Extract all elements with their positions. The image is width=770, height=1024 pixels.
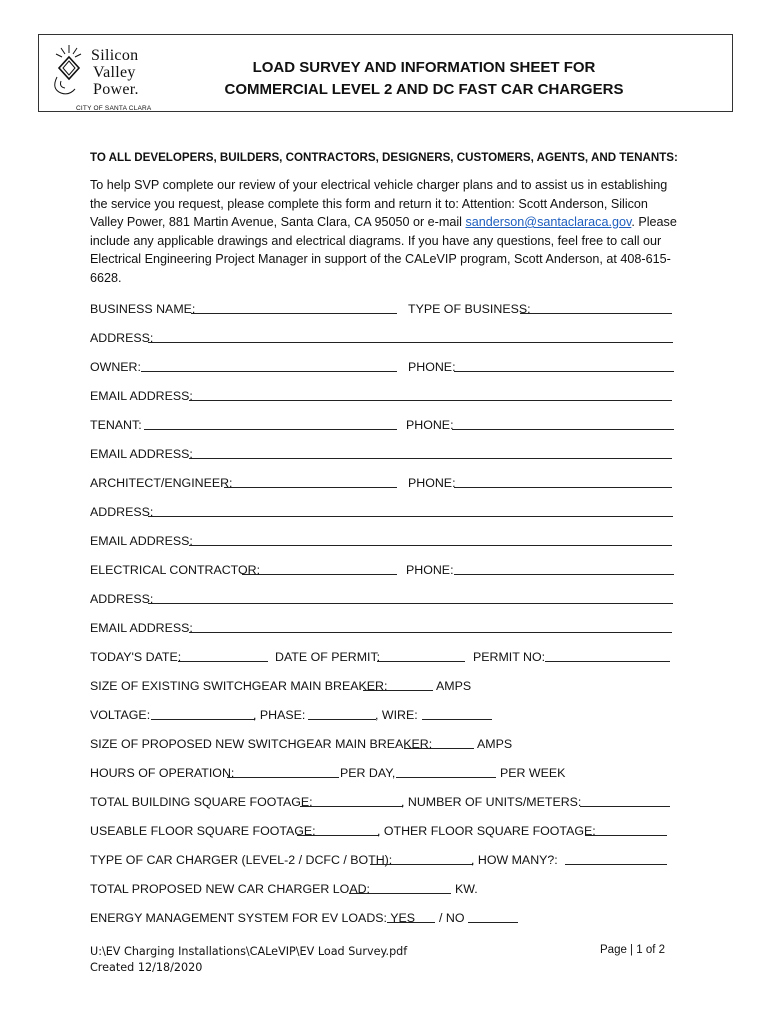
- contractor-address-field[interactable]: [148, 603, 673, 604]
- contractor-phone-field[interactable]: [454, 574, 674, 575]
- intro-text-2: . Please include any applicable drawings and electrical diagrams. If you have any questions, feel free to call our Electrical Engineering Project Manager in support of the CALeVIP program, Scott Anderson, at 408-615-6628.: [90, 215, 677, 285]
- wire-label: , WIRE:: [375, 708, 418, 722]
- ems-no-field[interactable]: [468, 922, 518, 923]
- voltage-label: VOLTAGE:: [90, 708, 151, 722]
- row-tenant: [90, 416, 690, 434]
- row-electrical-contractor: [90, 561, 690, 579]
- row-address-1: [90, 329, 690, 347]
- total-sq-ft-field[interactable]: [300, 806, 403, 807]
- svp-emblem-icon: [49, 41, 83, 99]
- intro-text-1: To help SVP complete our review of your electrical vehicle charger plans and to assist us in establishing the service you request, please complete this form and return it to: Attention: Scott Anderson, Silicon Valley Power, 881 Martin Avenue, Santa Clara, CA 95050 or e-mail: [90, 178, 668, 229]
- owner-field[interactable]: [141, 371, 397, 372]
- charger-type-label: TYPE OF CAR CHARGER (LEVEL-2 / DCFC / BOTH):: [90, 853, 393, 867]
- charger-type-field[interactable]: [370, 864, 473, 865]
- address-label: ADDRESS:: [90, 331, 154, 345]
- row-owner-email: [90, 387, 690, 405]
- row-contractor-address: [90, 590, 690, 608]
- architect-phone-label: PHONE:: [408, 476, 456, 490]
- units-meters-field[interactable]: [580, 806, 670, 807]
- architect-address-field[interactable]: [148, 516, 673, 517]
- row-proposed-breaker: [90, 735, 690, 753]
- existing-breaker-label: SIZE OF EXISTING SWITCHGEAR MAIN BREAKER:: [90, 679, 388, 693]
- header-box: [38, 34, 733, 112]
- voltage-field[interactable]: [151, 719, 255, 720]
- architect-engineer-label: ARCHITECT/ENGINEER:: [90, 476, 233, 490]
- electrical-contractor-label: ELECTRICAL CONTRACTOR:: [90, 563, 261, 577]
- useable-sq-ft-label: USEABLE FLOOR SQUARE FOOTAGE:: [90, 824, 316, 838]
- row-square-footage: [90, 793, 690, 811]
- logo-wordmark: [91, 47, 139, 98]
- architect-address-label: ADDRESS:: [90, 505, 154, 519]
- hours-of-operation-label: HOURS OF OPERATION:: [90, 766, 235, 780]
- existing-breaker-field[interactable]: [363, 690, 433, 691]
- total-load-label: TOTAL PROPOSED NEW CAR CHARGER LOAD:: [90, 882, 370, 896]
- owner-email-label: EMAIL ADDRESS:: [90, 389, 193, 403]
- ems-label: ENERGY MANAGEMENT SYSTEM FOR EV LOADS: YES: [90, 911, 415, 925]
- row-hours: [90, 764, 690, 782]
- architect-phone-field[interactable]: [454, 487, 672, 488]
- tenant-field[interactable]: [144, 429, 397, 430]
- existing-breaker-amps: AMPS: [436, 679, 472, 693]
- architect-engineer-field[interactable]: [224, 487, 397, 488]
- footer-created-date: Created 12/18/2020: [90, 961, 203, 974]
- todays-date-label: TODAY'S DATE:: [90, 650, 182, 664]
- how-many-label: , HOW MANY?:: [471, 853, 558, 867]
- owner-phone-label: PHONE:: [408, 360, 456, 374]
- salutation: TO ALL DEVELOPERS, BUILDERS, CONTRACTORS, DESIGNERS, CUSTOMERS, AGENTS, AND TENANTS:: [90, 151, 678, 164]
- units-meters-label: , NUMBER OF UNITS/METERS:: [401, 795, 582, 809]
- email-link[interactable]: sanderson@santaclaraca.gov: [465, 215, 632, 229]
- date-of-permit-field[interactable]: [377, 661, 465, 662]
- per-day-label: PER DAY,: [340, 766, 396, 780]
- tenant-phone-label: PHONE:: [406, 418, 454, 432]
- page-title-line-2: COMMERCIAL LEVEL 2 AND DC FAST CAR CHARGERS: [224, 81, 624, 98]
- architect-email-field[interactable]: [189, 545, 672, 546]
- how-many-field[interactable]: [565, 864, 667, 865]
- row-voltage: [90, 706, 690, 724]
- contractor-email-label: EMAIL ADDRESS:: [90, 621, 193, 635]
- footer-file-path: U:\EV Charging Installations\CALeVIP\EV Load Survey.pdf: [90, 945, 408, 958]
- architect-email-label: EMAIL ADDRESS:: [90, 534, 193, 548]
- page-title-line-1: LOAD SURVEY AND INFORMATION SHEET FOR: [252, 59, 596, 76]
- row-useable-footage: [90, 822, 690, 840]
- useable-sq-ft-field[interactable]: [297, 835, 379, 836]
- total-sq-ft-label: TOTAL BUILDING SQUARE FOOTAGE:: [90, 795, 313, 809]
- hours-per-week-field[interactable]: [396, 777, 496, 778]
- row-architect-address: [90, 503, 690, 521]
- wire-field[interactable]: [422, 719, 492, 720]
- business-name-field[interactable]: [191, 313, 397, 314]
- footer-page-number: Page | 1 of 2: [600, 944, 666, 956]
- hours-per-day-field[interactable]: [227, 777, 339, 778]
- row-charger-type: [90, 851, 690, 869]
- electrical-contractor-field[interactable]: [242, 574, 397, 575]
- svp-logo: [49, 41, 169, 112]
- kw-label: KW.: [455, 882, 478, 896]
- ems-yes-field[interactable]: [387, 922, 435, 923]
- row-tenant-email: [90, 445, 690, 463]
- proposed-breaker-amps: AMPS: [477, 737, 513, 751]
- business-name-label: BUSINESS NAME:: [90, 302, 196, 316]
- date-of-permit-label: DATE OF PERMIT:: [275, 650, 381, 664]
- owner-email-field[interactable]: [189, 400, 672, 401]
- type-of-business-label: TYPE OF BUSINESS:: [408, 302, 531, 316]
- per-week-label: PER WEEK: [500, 766, 566, 780]
- todays-date-field[interactable]: [178, 661, 268, 662]
- row-architect: [90, 474, 690, 492]
- logo-city: CITY OF SANTA CLARA: [76, 105, 152, 112]
- tenant-phone-field[interactable]: [452, 429, 674, 430]
- phase-label: , PHASE:: [253, 708, 306, 722]
- owner-phone-field[interactable]: [454, 371, 674, 372]
- proposed-breaker-label: SIZE OF PROPOSED NEW SWITCHGEAR MAIN BREAKER:: [90, 737, 433, 751]
- row-ems: [90, 909, 690, 927]
- business-address-field[interactable]: [148, 342, 673, 343]
- row-existing-breaker: [90, 677, 690, 695]
- row-business: [90, 300, 690, 318]
- tenant-email-label: EMAIL ADDRESS:: [90, 447, 193, 461]
- permit-no-label: PERMIT NO:: [473, 650, 546, 664]
- row-contractor-email: [90, 619, 690, 637]
- intro-paragraph: [90, 176, 680, 287]
- contractor-email-field[interactable]: [189, 632, 672, 633]
- phase-field[interactable]: [308, 719, 376, 720]
- tenant-email-field[interactable]: [189, 458, 672, 459]
- contractor-address-label: ADDRESS:: [90, 592, 154, 606]
- total-load-field[interactable]: [349, 893, 451, 894]
- ems-no-label: / NO: [439, 911, 465, 925]
- contractor-phone-label: PHONE:: [406, 563, 454, 577]
- owner-label: OWNER:: [90, 360, 141, 374]
- logo-line-2: Valley: [93, 64, 136, 81]
- row-total-load: [90, 880, 690, 898]
- permit-no-field[interactable]: [545, 661, 670, 662]
- footer-left: [90, 944, 407, 976]
- row-owner: [90, 358, 690, 376]
- row-dates: [90, 648, 690, 666]
- tenant-label: TENANT:: [90, 418, 142, 432]
- type-of-business-field[interactable]: [520, 313, 672, 314]
- other-sq-ft-label: , OTHER FLOOR SQUARE FOOTAGE:: [377, 824, 596, 838]
- logo-line-1: Silicon: [91, 47, 139, 64]
- other-sq-ft-field[interactable]: [585, 835, 667, 836]
- logo-line-3: Power.: [93, 81, 139, 98]
- proposed-breaker-field[interactable]: [404, 748, 474, 749]
- row-architect-email: [90, 532, 690, 550]
